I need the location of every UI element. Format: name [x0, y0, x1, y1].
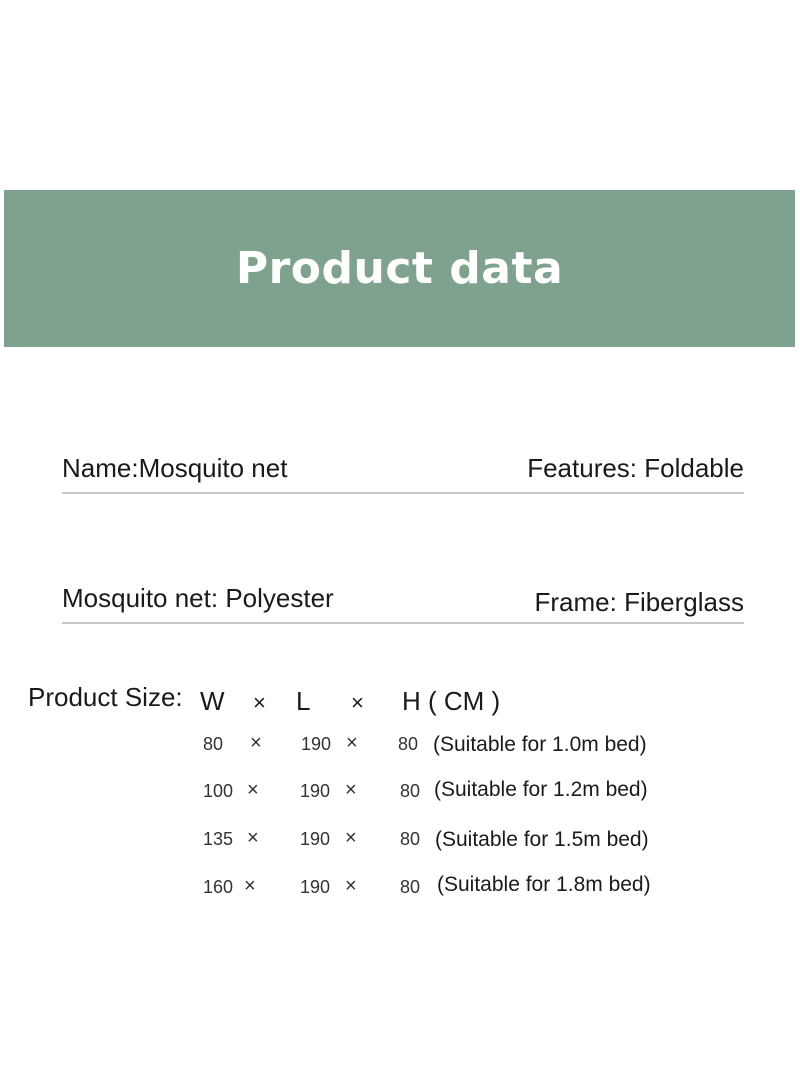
- row-width: 160: [203, 877, 234, 897]
- header-height-unit: H ( CM ): [402, 686, 501, 716]
- row-width: 135: [203, 829, 234, 849]
- row-times-1: ×: [244, 875, 256, 897]
- row-suitable-bed: (Suitable for 1.5m bed): [435, 828, 649, 851]
- header-length: L: [296, 686, 311, 716]
- row-width: 80: [203, 734, 224, 754]
- row-length: 190: [300, 877, 331, 897]
- row-height: 80: [400, 781, 421, 801]
- product-name: Name:Mosquito net: [62, 453, 288, 483]
- header-times-1: ×: [253, 690, 266, 715]
- row-times-2: ×: [346, 732, 358, 754]
- header-width: W: [200, 686, 225, 716]
- row-suitable-bed: (Suitable for 1.8m bed): [437, 873, 651, 896]
- row-length: 190: [300, 829, 331, 849]
- row-times-1: ×: [247, 827, 259, 849]
- row-times-2: ×: [345, 827, 357, 849]
- row-height: 80: [400, 829, 421, 849]
- row-times-1: ×: [247, 779, 259, 801]
- product-features: Features: Foldable: [527, 453, 744, 483]
- row-suitable-bed: (Suitable for 1.2m bed): [434, 778, 648, 801]
- title-banner: [4, 190, 795, 347]
- product-size-label: Product Size:: [28, 682, 183, 712]
- row-suitable-bed: (Suitable for 1.0m bed): [433, 733, 647, 756]
- page-title: Product data: [235, 243, 564, 294]
- row-times-2: ×: [345, 875, 357, 897]
- header-times-2: ×: [351, 690, 364, 715]
- net-material: Mosquito net: Polyester: [62, 583, 334, 613]
- row-length: 190: [300, 781, 331, 801]
- row-height: 80: [400, 877, 421, 897]
- row-height: 80: [398, 734, 419, 754]
- row-length: 190: [301, 734, 332, 754]
- frame-material: Frame: Fiberglass: [534, 587, 744, 617]
- row-times-1: ×: [250, 732, 262, 754]
- spec-row-material-frame: [62, 582, 744, 624]
- row-width: 100: [203, 781, 234, 801]
- row-times-2: ×: [345, 779, 357, 801]
- spec-row-name-features: [62, 452, 744, 494]
